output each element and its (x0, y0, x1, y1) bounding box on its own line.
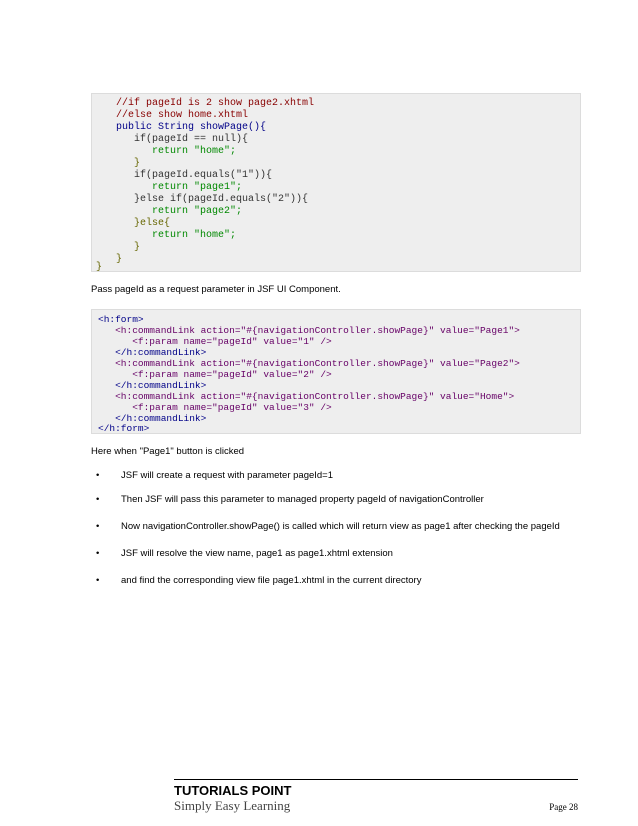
code-line (98, 206, 242, 218)
bullet-icon: • (96, 494, 100, 505)
code-text: if(pageId == null){ (98, 134, 249, 145)
intro-paragraph: Pass pageId as a request parameter in JSF UI Component. (91, 284, 341, 295)
code-text: } (98, 242, 141, 253)
bullet-icon: • (96, 470, 100, 481)
code-text: }else{ (98, 218, 171, 229)
code-block-java (91, 93, 581, 272)
list-item-text: JSF will create a request with parameter pageId=1 (121, 470, 334, 481)
bullet-icon: • (96, 548, 100, 559)
code-text: </h:commandLink> (98, 413, 207, 424)
code-text: return "page2"; (98, 206, 243, 217)
code-text: return "page1"; (98, 182, 243, 193)
code-line (98, 242, 140, 254)
code-line (98, 423, 149, 435)
list-item (96, 548, 393, 559)
code-line (98, 170, 272, 182)
code-text: <f:param name="pageId" value="1" /> (98, 336, 332, 347)
code-line (98, 98, 314, 110)
list-item-text: Then JSF will pass this parameter to managed property pageId of navigationController (121, 494, 484, 505)
bullet-icon: • (96, 575, 100, 586)
footer-tagline: Simply Easy Learning (174, 798, 291, 813)
code-line (98, 158, 140, 170)
code-text: <f:param name="pageId" value="3" /> (98, 402, 332, 413)
code-text: } (98, 158, 141, 169)
code-text: <h:commandLink action="#{navigationController.showPage}" value="Home"> (98, 391, 515, 402)
list-item (96, 521, 560, 532)
code-text: }else if(pageId.equals("2")){ (98, 194, 309, 205)
bullet-icon: • (96, 521, 100, 532)
code-line (96, 262, 102, 274)
code-line (98, 122, 266, 134)
code-block-xhtml (91, 309, 581, 434)
footer-brand: TUTORIALS POINT (174, 783, 292, 798)
code-line (98, 182, 242, 194)
code-text: <h:commandLink action="#{navigationController.showPage}" value="Page2"> (98, 358, 520, 369)
code-text: </h:commandLink> (98, 380, 207, 391)
list-item (96, 575, 421, 586)
code-line (98, 230, 236, 242)
code-comment: //if pageId is 2 show page2.xhtml (98, 98, 315, 109)
code-text: </h:form> (98, 423, 150, 434)
code-text: <h:commandLink action="#{navigationController.showPage}" value="Page1"> (98, 325, 520, 336)
code-text: return "home"; (98, 146, 237, 157)
list-item (96, 470, 333, 481)
footer-divider (174, 779, 578, 780)
code-line (98, 134, 248, 146)
explanation-paragraph: Here when "Page1" button is clicked (91, 446, 245, 457)
code-line (98, 110, 248, 122)
code-text: <f:param name="pageId" value="2" /> (98, 369, 332, 380)
list-item-text: and find the corresponding view file page1.xhtml in the current directory (121, 575, 422, 586)
list-item-text: JSF will resolve the view name, page1 as page1.xhtml extension (121, 548, 393, 559)
code-line (98, 218, 170, 230)
list-item (96, 494, 484, 505)
code-text: return "home"; (98, 230, 237, 241)
code-text: if(pageId.equals("1")){ (98, 170, 273, 181)
page-number: Page 28 (549, 802, 578, 812)
code-text: } (98, 254, 123, 265)
code-text: } (96, 262, 103, 273)
code-line (98, 146, 236, 158)
code-text: public String showPage(){ (98, 122, 267, 133)
list-item-text: Now navigationController.showPage() is called which will return view as page1 after checking the pageId (121, 521, 560, 532)
code-line (98, 194, 308, 206)
code-text: </h:commandLink> (98, 347, 207, 358)
code-text: <h:form> (98, 314, 144, 325)
code-comment: //else show home.xhtml (98, 110, 249, 121)
